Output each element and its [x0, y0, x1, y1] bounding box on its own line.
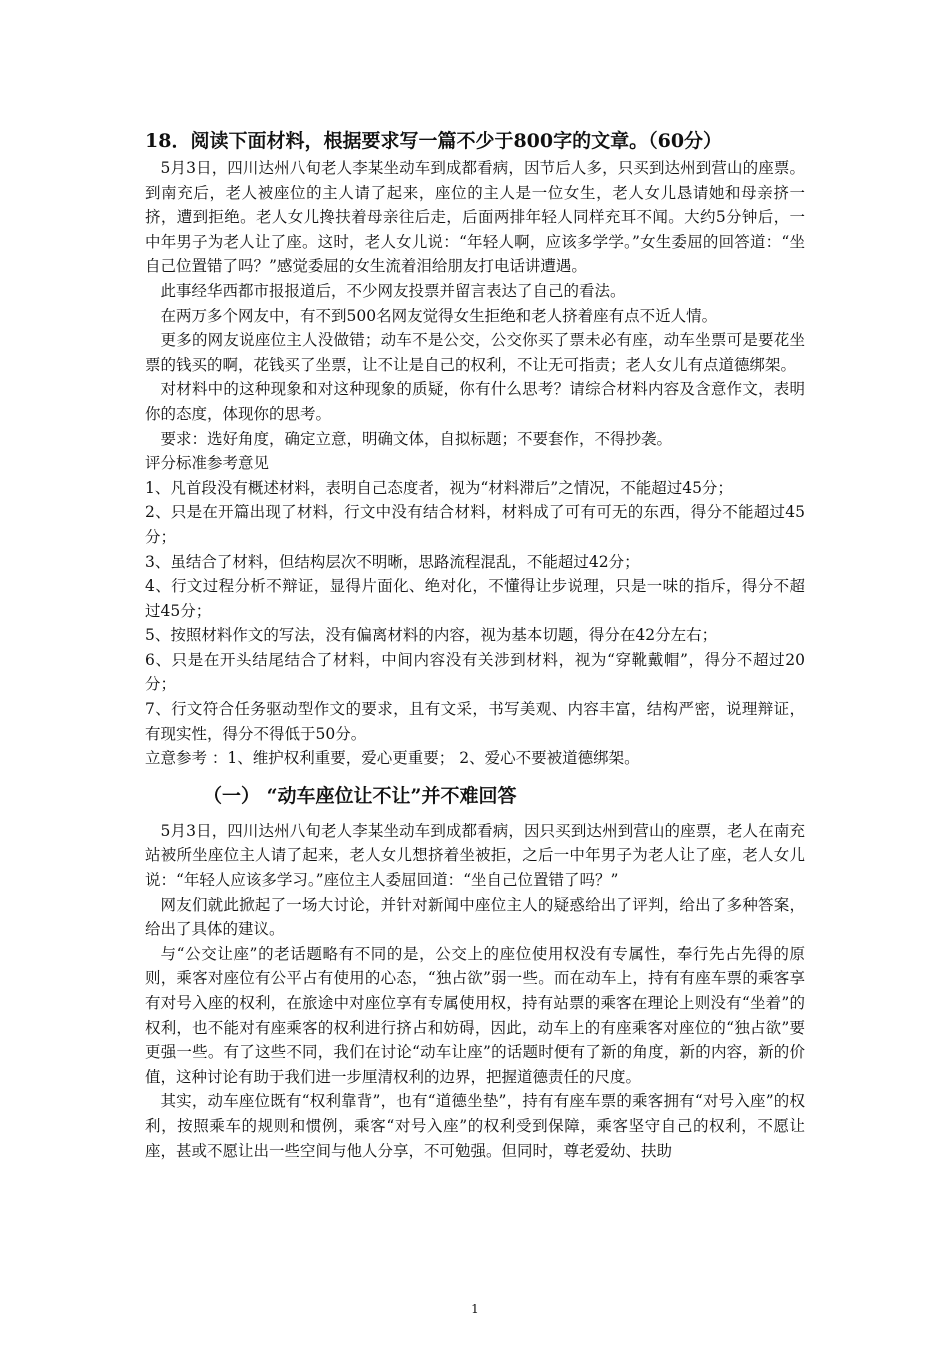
prompt-paragraph: 对材料中的这种现象和对这种现象的质疑，你有什么思考？请综合材料内容及含意作文，表明你的态度，体现你的思考。	[145, 380, 805, 423]
rubric-heading: 评分标准参考意见	[145, 454, 270, 473]
question-title: 18．阅读下面材料，根据要求写一篇不少于800字的文章。（60分）	[145, 130, 723, 152]
material-paragraph: 5月3日，四川达州八旬老人李某坐动车到成都看病，因节后人多，只买到达州到营山的座票。到南充后，老人被座位的主人请了起来，座位的主人是一位女生，老人女儿恳请她和母亲挤一挤，遭到拒绝。老人女儿搀扶着母亲往后走，后面两排年轻人同样充耳不闻。大约5分钟后，一中年男子为老人让了座。这时，老人女儿说：“年轻人啊，应该多学学。”女生委屈的回答道：“坐自己位置错了吗？”感觉委屈的女生流着泪给朋友打电话讲遭遇。	[145, 159, 805, 276]
rubric-item: 2、只是在开篇出现了材料，行文中没有结合材料，材料成了可有可无的东西，得分不能超过45分；	[145, 503, 805, 546]
requirements-paragraph: 要求：选好角度，确定立意，明确文体，自拟标题；不要套作，不得抄袭。	[160, 429, 673, 448]
rubric-item: 1、凡首段没有概述材料，表明自己态度者，视为“材料滞后”之情况，不能超过45分；	[145, 478, 733, 497]
page-number: 1	[471, 1302, 479, 1316]
rubric-item: 6、只是在开头结尾结合了材料，中间内容没有关涉到材料，视为“穿靴戴帽”，得分不超过20分；	[145, 650, 805, 694]
essay-section	[145, 819, 805, 1163]
material-paragraph: 此事经华西都市报报道后，不少网友投票并留言表达了自己的看法。	[160, 281, 626, 300]
theme-reference: 立意参考 ：1、维护权利重要，爱心更重要； 2、爱心不要被道德绑架。	[145, 749, 640, 768]
essay-paragraph: 与“公交让座”的老话题略有不同的是，公交上的座位使用权没有专属性，奉行先占先得的原则，乘客对座位有公平占有使用的心态，“独占欲”弱一些。而在动车上，持有有座车票的乘客享有对号入座的权利，在旅途中对座位享有专属使用权，持有站票的乘客在理论上则没有“坐着”的权利，也不能对有座乘客的权利进行挤占和妨碍，因此，动车上的有座乘客对座位的“独占欲”要更强一些。有了这些不同，我们在讨论“动车让座”的话题时便有了新的角度，新的内容，新的价值，这种讨论有助于我们进一步厘清权利的边界，把握道德责任的尺度。	[145, 944, 805, 1086]
essay-paragraph: 其实，动车座位既有“权利靠背”，也有“道德坐垫”，持有有座车票的乘客拥有“对号入座”的权利，按照乘车的规则和惯例，乘客“对号入座”的权利受到保障，乘客坚守自己的权利，不愿让座，甚或不愿让出一些空间与他人分享，不可勉强。但同时，尊老爱幼、扶助	[145, 1092, 805, 1160]
essay-title: （一） “动车座位让不让”并不难回答	[203, 784, 517, 807]
rubric-item: 3、虽结合了材料，但结构层次不明晰，思路流程混乱，不能超过42分；	[145, 552, 640, 571]
rubric-item: 5、按照材料作文的写法，没有偏离材料的内容，视为基本切题，得分在42分左右；	[145, 626, 718, 645]
material-section	[145, 156, 805, 451]
essay-paragraph: 网友们就此掀起了一场大讨论，并针对新闻中座位主人的疑惑给出了评判，给出了多种答案，给出了具体的建议。	[145, 895, 805, 939]
material-paragraph: 更多的网友说座位主人没做错；动车不是公交，公交你买了票未必有座，动车坐票可是要花坐票的钱买的啊，花钱买了坐票，让不让是自己的权利，不让无可指责；老人女儿有点道德绑架。	[145, 331, 805, 374]
rubric-section	[145, 451, 805, 771]
material-paragraph: 在两万多个网友中，有不到500名网友觉得女生拒绝和老人挤着座有点不近人情。	[160, 306, 718, 325]
essay-paragraph: 5月3日，四川达州八旬老人李某坐动车到成都看病，因只买到达州到营山的座票，老人在南充站被所坐座位主人请了起来，老人女儿想挤着坐被拒，之后一中年男子为老人让了座，老人女儿说：“年轻人应该多学习。”座位主人委屈回道：“坐自己位置错了吗？”	[145, 821, 805, 890]
page-content	[145, 126, 805, 1163]
rubric-item: 4、行文过程分析不辩证，显得片面化、绝对化，不懂得让步说理，只是一味的指斥，得分不超过45分；	[145, 577, 805, 620]
rubric-item: 7、行文符合任务驱动型作文的要求，且有文采，书写美观、内容丰富，结构严密，说理辩证，有现实性，得分不得低于50分。	[145, 700, 805, 743]
